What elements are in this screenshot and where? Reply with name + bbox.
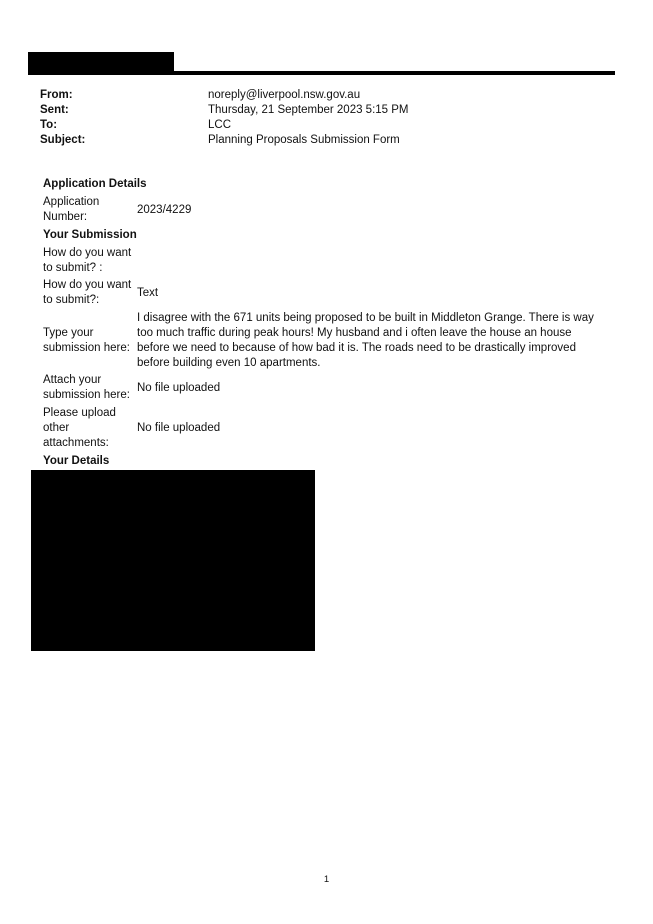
sent-value: Thursday, 21 September 2023 5:15 PM [208,104,409,116]
application-number-value: 2023/4229 [137,203,192,216]
to-label: To: [40,119,58,131]
from-value: noreply@liverpool.nsw.gov.au [208,89,361,101]
redacted-details-block [31,470,315,651]
type-submission-field [43,311,607,371]
from-label: From: [40,89,73,101]
attach-label: Attach your submission here: [43,374,130,401]
how-submit-label-1: How do you want to submit? : [43,247,132,274]
to-value: LCC [208,119,232,131]
sent-row [40,103,600,118]
application-number-label: Application Number: [43,196,100,223]
subject-value: Planning Proposals Submission Form [208,134,400,146]
email-header [40,88,600,148]
subject-label: Subject: [40,134,86,146]
how-submit-field-1 [43,246,607,276]
type-submission-label: Type your submission here: [43,327,130,354]
how-submit-label-2: How do you want to submit?: [43,279,132,306]
from-row [40,88,600,103]
your-details-heading: Your Details [43,455,110,467]
how-submit-value-2: Text [137,286,159,299]
page-number: 1 [323,874,330,885]
how-submit-field-2 [43,278,607,308]
subject-row [40,133,600,148]
other-attach-label: Please upload other attachments: [43,407,116,449]
header-rule [28,71,615,75]
attach-field [43,373,607,403]
attach-value: No file uploaded [137,381,221,394]
your-submission-heading: Your Submission [43,229,137,241]
application-number-field [43,195,607,225]
other-attach-value: No file uploaded [137,422,221,434]
application-details-heading: Application Details [43,178,147,190]
type-submission-value: I disagree with the 671 units being proposed to be built in Middleton Grange. There is way too much traffic during peak hours! My husband and i often leave the house an house before we need to because of how bad it is. The roads need to be drastically improved before building even 10 apartments. [137,312,594,369]
sent-label: Sent: [40,104,69,116]
to-row [40,118,600,133]
other-attach-field [43,406,607,451]
